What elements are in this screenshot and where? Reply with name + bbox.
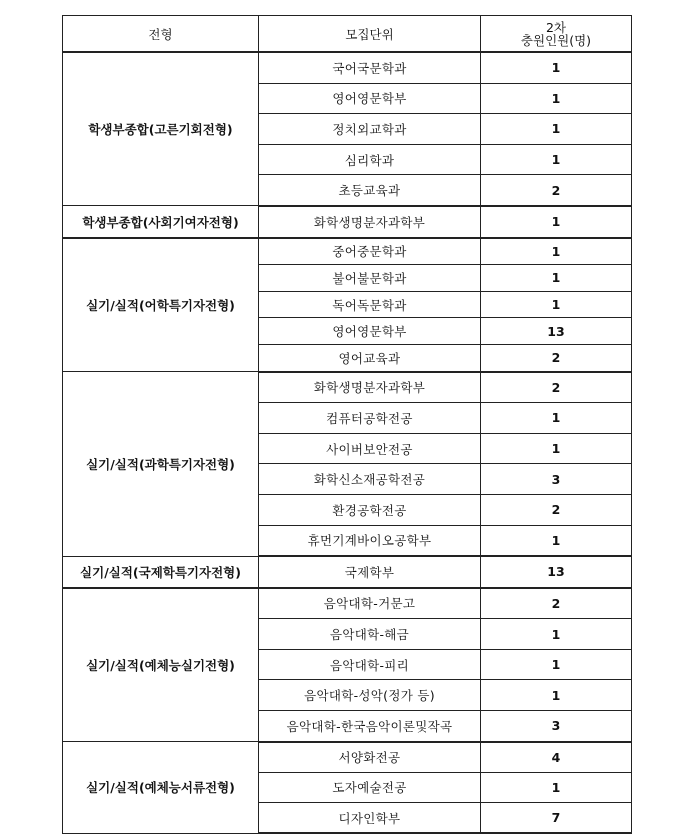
track-cell: 학생부종합(사회기여자전형): [63, 206, 259, 238]
unit-cell: 화학생명분자과학부: [259, 372, 481, 403]
unit-cell: 화학생명분자과학부: [259, 206, 481, 238]
count-cell: 1: [481, 680, 632, 711]
header-count-line2: 충원인원(명): [520, 32, 592, 48]
unit-cell: 영어영문학부: [259, 83, 481, 114]
unit-cell: 국어국문학과: [259, 52, 481, 83]
unit-cell: 화학신소재공학전공: [259, 464, 481, 495]
unit-cell: 불어불문학과: [259, 265, 481, 292]
count-cell: 7: [481, 803, 632, 834]
table-header-row: [63, 16, 632, 53]
unit-cell: 휴먼기계바이오공학부: [259, 525, 481, 556]
count-cell: 1: [481, 238, 632, 265]
unit-cell: 도자예술전공: [259, 772, 481, 802]
header-count: [481, 16, 632, 53]
count-cell: 1: [481, 403, 632, 434]
count-cell: 1: [481, 52, 632, 83]
unit-cell: 컴퓨터공학전공: [259, 403, 481, 434]
count-cell: 2: [481, 344, 632, 371]
count-cell: 13: [481, 556, 632, 588]
header-track: 전형: [63, 16, 259, 53]
count-cell: 1: [481, 144, 632, 175]
count-cell: 1: [481, 772, 632, 802]
count-cell: 1: [481, 619, 632, 650]
track-cell: 실기/실적(과학특기자전형): [63, 372, 259, 557]
admission-table-container: [62, 15, 632, 834]
count-cell: 2: [481, 494, 632, 525]
unit-cell: 사이버보안전공: [259, 433, 481, 464]
count-cell: 4: [481, 742, 632, 773]
unit-cell: 국제학부: [259, 556, 481, 588]
count-cell: 3: [481, 464, 632, 495]
track-cell: 실기/실적(국제학특기자전형): [63, 556, 259, 588]
unit-cell: 음악대학-해금: [259, 619, 481, 650]
table-body: [63, 52, 632, 833]
unit-cell: 중어중문학과: [259, 238, 481, 265]
count-cell: 13: [481, 318, 632, 345]
table-row: [63, 206, 632, 238]
unit-cell: 초등교육과: [259, 175, 481, 206]
count-cell: 3: [481, 711, 632, 742]
unit-cell: 음악대학-한국음악이론및작곡: [259, 711, 481, 742]
admission-table: [62, 15, 632, 834]
table-row: [63, 588, 632, 619]
unit-cell: 영어영문학부: [259, 318, 481, 345]
header-count-line1: 2차: [545, 19, 567, 35]
unit-cell: 서양화전공: [259, 742, 481, 773]
count-cell: 2: [481, 588, 632, 619]
unit-cell: 정치외교학과: [259, 114, 481, 145]
count-cell: 1: [481, 291, 632, 318]
table-row: [63, 556, 632, 588]
table-row: [63, 52, 632, 83]
count-cell: 1: [481, 206, 632, 238]
table-row: [63, 742, 632, 773]
unit-cell: 환경공학전공: [259, 494, 481, 525]
count-cell: 1: [481, 525, 632, 556]
header-unit: 모집단위: [259, 16, 481, 53]
track-cell: 실기/실적(예체능서류전형): [63, 742, 259, 834]
track-cell: 실기/실적(어학특기자전형): [63, 238, 259, 372]
unit-cell: 음악대학-피리: [259, 649, 481, 680]
unit-cell: 독어독문학과: [259, 291, 481, 318]
table-row: [63, 372, 632, 403]
unit-cell: 심리학과: [259, 144, 481, 175]
count-cell: 1: [481, 649, 632, 680]
track-cell: 실기/실적(예체능실기전형): [63, 588, 259, 742]
count-cell: 1: [481, 265, 632, 292]
unit-cell: 영어교육과: [259, 344, 481, 371]
unit-cell: 음악대학-거문고: [259, 588, 481, 619]
count-cell: 1: [481, 114, 632, 145]
table-row: [63, 238, 632, 265]
count-cell: 2: [481, 372, 632, 403]
count-cell: 1: [481, 83, 632, 114]
track-cell: 학생부종합(고른기회전형): [63, 52, 259, 206]
unit-cell: 음악대학-성악(정가 등): [259, 680, 481, 711]
count-cell: 1: [481, 433, 632, 464]
unit-cell: 디자인학부: [259, 803, 481, 834]
count-cell: 2: [481, 175, 632, 206]
